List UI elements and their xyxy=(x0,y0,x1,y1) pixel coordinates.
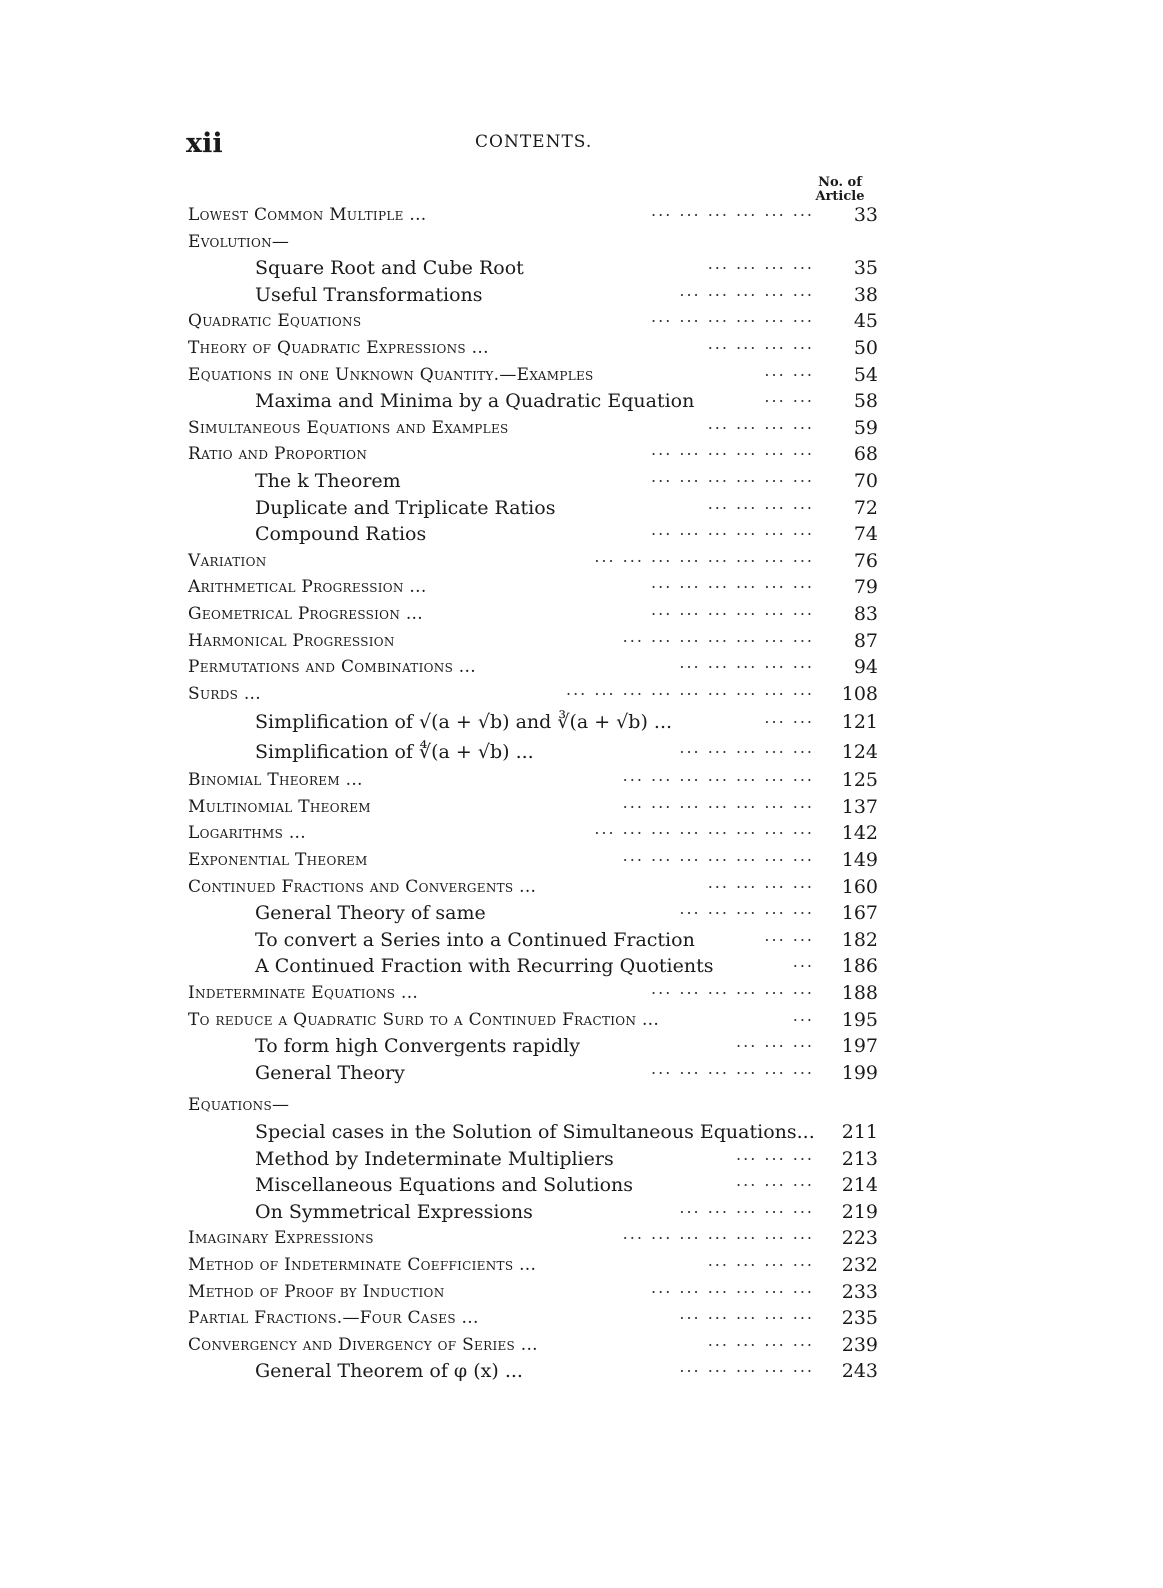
dot-leader: ... ... ... ... xyxy=(707,493,814,513)
dot-leader: ... ... ... ... ... ... xyxy=(651,573,814,593)
toc-entry xyxy=(188,927,878,954)
toc-entry-article-number: 213 xyxy=(841,1147,878,1170)
toc-entry-title: The k Theorem xyxy=(255,469,401,492)
toc-entry-article-number: 74 xyxy=(853,523,878,546)
toc-entry-article-number: 197 xyxy=(841,1035,878,1058)
toc-entry-title: Simultaneous Equations and Examples xyxy=(188,417,509,438)
dot-leader: ... xyxy=(792,1005,814,1025)
toc-entry-title: Binomial Theorem ... xyxy=(188,770,363,791)
toc-entry-title: Harmonical Progression xyxy=(188,630,395,651)
dot-leader: ... ... ... ... ... ... xyxy=(651,1058,814,1078)
dot-leader: ... ... ... ... ... xyxy=(679,899,814,919)
toc-entry-article-number: 235 xyxy=(841,1307,878,1330)
toc-entry-article-number: 50 xyxy=(853,336,878,359)
column-heading-line2: Article xyxy=(815,189,865,204)
toc-entry-article-number: 58 xyxy=(853,390,878,413)
toc-entry-title: Indeterminate Equations ... xyxy=(188,983,419,1004)
toc-entry-title: To convert a Series into a Continued Fraction xyxy=(255,928,695,951)
dot-leader: ... ... ... ... ... xyxy=(679,1197,814,1217)
toc-entry-article-number: 188 xyxy=(841,982,878,1005)
dot-leader: ... ... xyxy=(764,925,814,945)
toc-entry-title: Miscellaneous Equations and Solutions xyxy=(255,1174,634,1197)
toc-entry-article-number: 79 xyxy=(853,576,878,599)
dot-leader: ... ... ... ... ... xyxy=(679,1357,814,1377)
toc-entry-title: Method of Proof by Induction xyxy=(188,1281,445,1302)
toc-entry-title: To form high Convergents rapidly xyxy=(255,1035,581,1058)
toc-entry-title: General Theorem of φ (x) ... xyxy=(255,1360,523,1383)
toc-entry xyxy=(188,202,878,229)
toc-entry-article-number: 160 xyxy=(841,875,878,898)
toc-entry-title: Method of Indeterminate Coefficients ... xyxy=(188,1254,537,1275)
dot-leader: ... ... ... ... ... ... ... xyxy=(622,792,814,812)
dot-leader: ... ... ... ... xyxy=(707,254,814,274)
dot-leader: ... ... ... ... ... ... ... xyxy=(622,1224,814,1244)
dot-leader: ... ... ... ... xyxy=(707,413,814,433)
dot-leader: ... ... ... ... xyxy=(707,1330,814,1350)
toc-entry-article-number: 167 xyxy=(841,902,878,925)
toc-entry-article-number: 72 xyxy=(853,496,878,519)
toc-entry-title: Quadratic Equations xyxy=(188,311,362,332)
toc-entry-article-number: 54 xyxy=(853,363,878,386)
toc-entry-title: Ratio and Proportion xyxy=(188,444,368,465)
column-heading-line1: No. of xyxy=(818,175,862,190)
dot-leader: ... ... ... ... ... xyxy=(679,653,814,673)
toc-entry-article-number: 211 xyxy=(841,1121,878,1143)
toc-entry-article-number: 87 xyxy=(853,629,878,652)
toc-entry-article-number: 45 xyxy=(853,310,878,333)
dot-leader: ... ... ... xyxy=(736,1032,814,1052)
toc-entry-article-number: 125 xyxy=(841,769,878,792)
dot-leader: ... xyxy=(792,952,814,972)
toc-entry-article-number: 59 xyxy=(853,416,878,439)
toc-entry-article-number: 239 xyxy=(841,1333,878,1356)
dot-leader: ... ... xyxy=(764,708,814,728)
toc-entry-title: Evolution— xyxy=(188,231,290,252)
toc-entry-title: Maxima and Minima by a Quadratic Equation xyxy=(255,390,695,413)
toc-entry-article-number: 149 xyxy=(841,849,878,872)
dot-leader: ... ... ... ... ... ... xyxy=(651,307,814,327)
toc-entry-title: Multinomial Theorem xyxy=(188,796,371,817)
toc-entry-title: Variation xyxy=(188,550,267,571)
toc-entry-article-number: 142 xyxy=(841,822,878,845)
toc-entry-article-number: 68 xyxy=(853,443,878,466)
toc-entry-article-number: 182 xyxy=(841,928,878,951)
toc-entry-title: General Theory xyxy=(255,1061,405,1084)
dot-leader: ... ... ... ... ... xyxy=(679,280,814,300)
toc-entry xyxy=(188,1060,878,1087)
dot-leader: ... ... ... ... ... ... xyxy=(651,201,814,220)
toc-entry-title: General Theory of same xyxy=(255,902,486,925)
dot-leader: ... ... ... ... ... ... ... ... xyxy=(594,546,814,566)
toc-entry-article-number: 199 xyxy=(841,1061,878,1084)
dot-leader: ... ... ... ... ... ... xyxy=(651,440,814,460)
toc-entry-title: Geometrical Progression ... xyxy=(188,603,423,624)
toc-entry-title: A Continued Fraction with Recurring Quotients xyxy=(255,955,714,978)
toc-entry-article-number: 108 xyxy=(841,682,878,705)
toc-entry-title: Partial Fractions.—Four Cases ... xyxy=(188,1308,479,1329)
toc-entry-title: Equations in one Unknown Quantity.—Examples xyxy=(188,364,594,385)
dot-leader: ... ... ... ... ... ... ... ... ... xyxy=(565,679,814,699)
toc-entry-title: Simplification of ∜(a + √b) ... xyxy=(255,741,534,764)
toc-entry-article-number: 83 xyxy=(853,602,878,625)
toc-entry-title: Arithmetical Progression ... xyxy=(188,577,427,598)
toc-entry-title: Exponential Theorem xyxy=(188,850,368,871)
toc-entry-title: On Symmetrical Expressions xyxy=(255,1200,533,1223)
dot-leader: ... ... xyxy=(764,387,814,407)
dot-leader: ... ... ... ... xyxy=(707,872,814,892)
toc-entry-article-number: 121 xyxy=(841,711,878,734)
toc-entry-title: Equations— xyxy=(188,1095,290,1116)
toc-entry-title: Duplicate and Triplicate Ratios xyxy=(255,496,556,519)
toc-entry-article-number: 233 xyxy=(841,1280,878,1303)
dot-leader: ... ... ... ... ... ... ... xyxy=(622,626,814,646)
toc-entry-title: Square Root and Cube Root xyxy=(255,257,524,280)
toc-entry-title: Useful Transformations xyxy=(255,283,483,306)
dot-leader: ... ... ... ... ... ... xyxy=(651,466,814,486)
dot-leader: ... ... ... ... ... ... ... xyxy=(622,766,814,786)
table-of-contents xyxy=(188,202,878,1385)
toc-entry-title: Continued Fractions and Convergents ... xyxy=(188,876,537,897)
toc-entry-article-number: 186 xyxy=(841,955,878,978)
toc-entry-title: To reduce a Quadratic Surd to a Continued Fraction ... xyxy=(188,1009,660,1030)
toc-entry-article-number: 243 xyxy=(841,1360,878,1383)
toc-entry-title: Surds ... xyxy=(188,683,261,704)
toc-entry-article-number: 70 xyxy=(853,469,878,492)
dot-leader: ... ... ... ... xyxy=(707,1250,814,1270)
dot-leader: ... ... ... ... ... xyxy=(679,738,814,758)
running-head: CONTENTS. xyxy=(475,132,593,152)
dot-leader: ... ... ... ... ... ... xyxy=(651,979,814,999)
dot-leader: ... ... ... ... ... ... xyxy=(651,520,814,540)
dot-leader: ... ... ... ... xyxy=(707,333,814,353)
toc-entry-article-number: 35 xyxy=(853,257,878,280)
toc-entry-article-number: 124 xyxy=(841,741,878,764)
toc-entry-article-number: 76 xyxy=(853,549,878,572)
toc-entry-title: Imaginary Expressions xyxy=(188,1228,374,1249)
toc-entry xyxy=(188,1092,878,1119)
toc-entry-article-number: 219 xyxy=(841,1200,878,1223)
dot-leader: ... ... ... ... ... ... xyxy=(651,599,814,619)
dot-leader: ... ... ... xyxy=(736,1171,814,1191)
dot-leader: ... ... ... xyxy=(736,1144,814,1164)
toc-entry-article-number: 232 xyxy=(841,1253,878,1276)
toc-entry-article-number: 38 xyxy=(853,283,878,306)
toc-entry-title: Lowest Common Multiple ... xyxy=(188,205,427,225)
toc-entry-title: Simplification of √(a + √b) and ∛(a + √b) ... xyxy=(255,711,673,734)
dot-leader: ... ... ... ... ... ... ... ... xyxy=(594,819,814,839)
toc-entry-article-number: 214 xyxy=(841,1174,878,1197)
toc-entry-title: Convergency and Divergency of Series ... xyxy=(188,1334,538,1355)
dot-leader: ... ... ... ... ... ... xyxy=(651,1277,814,1297)
toc-entry xyxy=(188,1358,878,1385)
toc-entry-title: Special cases in the Solution of Simultaneous Equations... xyxy=(255,1121,815,1143)
toc-entry-article-number: 137 xyxy=(841,795,878,818)
toc-entry-title: Compound Ratios xyxy=(255,523,427,546)
toc-entry-title: Theory of Quadratic Expressions ... xyxy=(188,337,489,358)
toc-entry xyxy=(188,980,878,1007)
dot-leader: ... ... xyxy=(764,360,814,380)
dot-leader: ... ... ... ... ... xyxy=(679,1304,814,1324)
toc-entry-article-number: 195 xyxy=(841,1008,878,1031)
toc-entry-article-number: 94 xyxy=(853,656,878,679)
toc-entry-title: Permutations and Combinations ... xyxy=(188,657,476,678)
toc-entry-title: Logarithms ... xyxy=(188,823,306,844)
toc-entry-title: Method by Indeterminate Multipliers xyxy=(255,1147,614,1170)
page-number: xii xyxy=(186,128,223,159)
toc-entry-article-number: 33 xyxy=(853,204,878,226)
toc-entry-article-number: 223 xyxy=(841,1227,878,1250)
dot-leader: ... ... ... ... ... ... ... xyxy=(622,846,814,866)
